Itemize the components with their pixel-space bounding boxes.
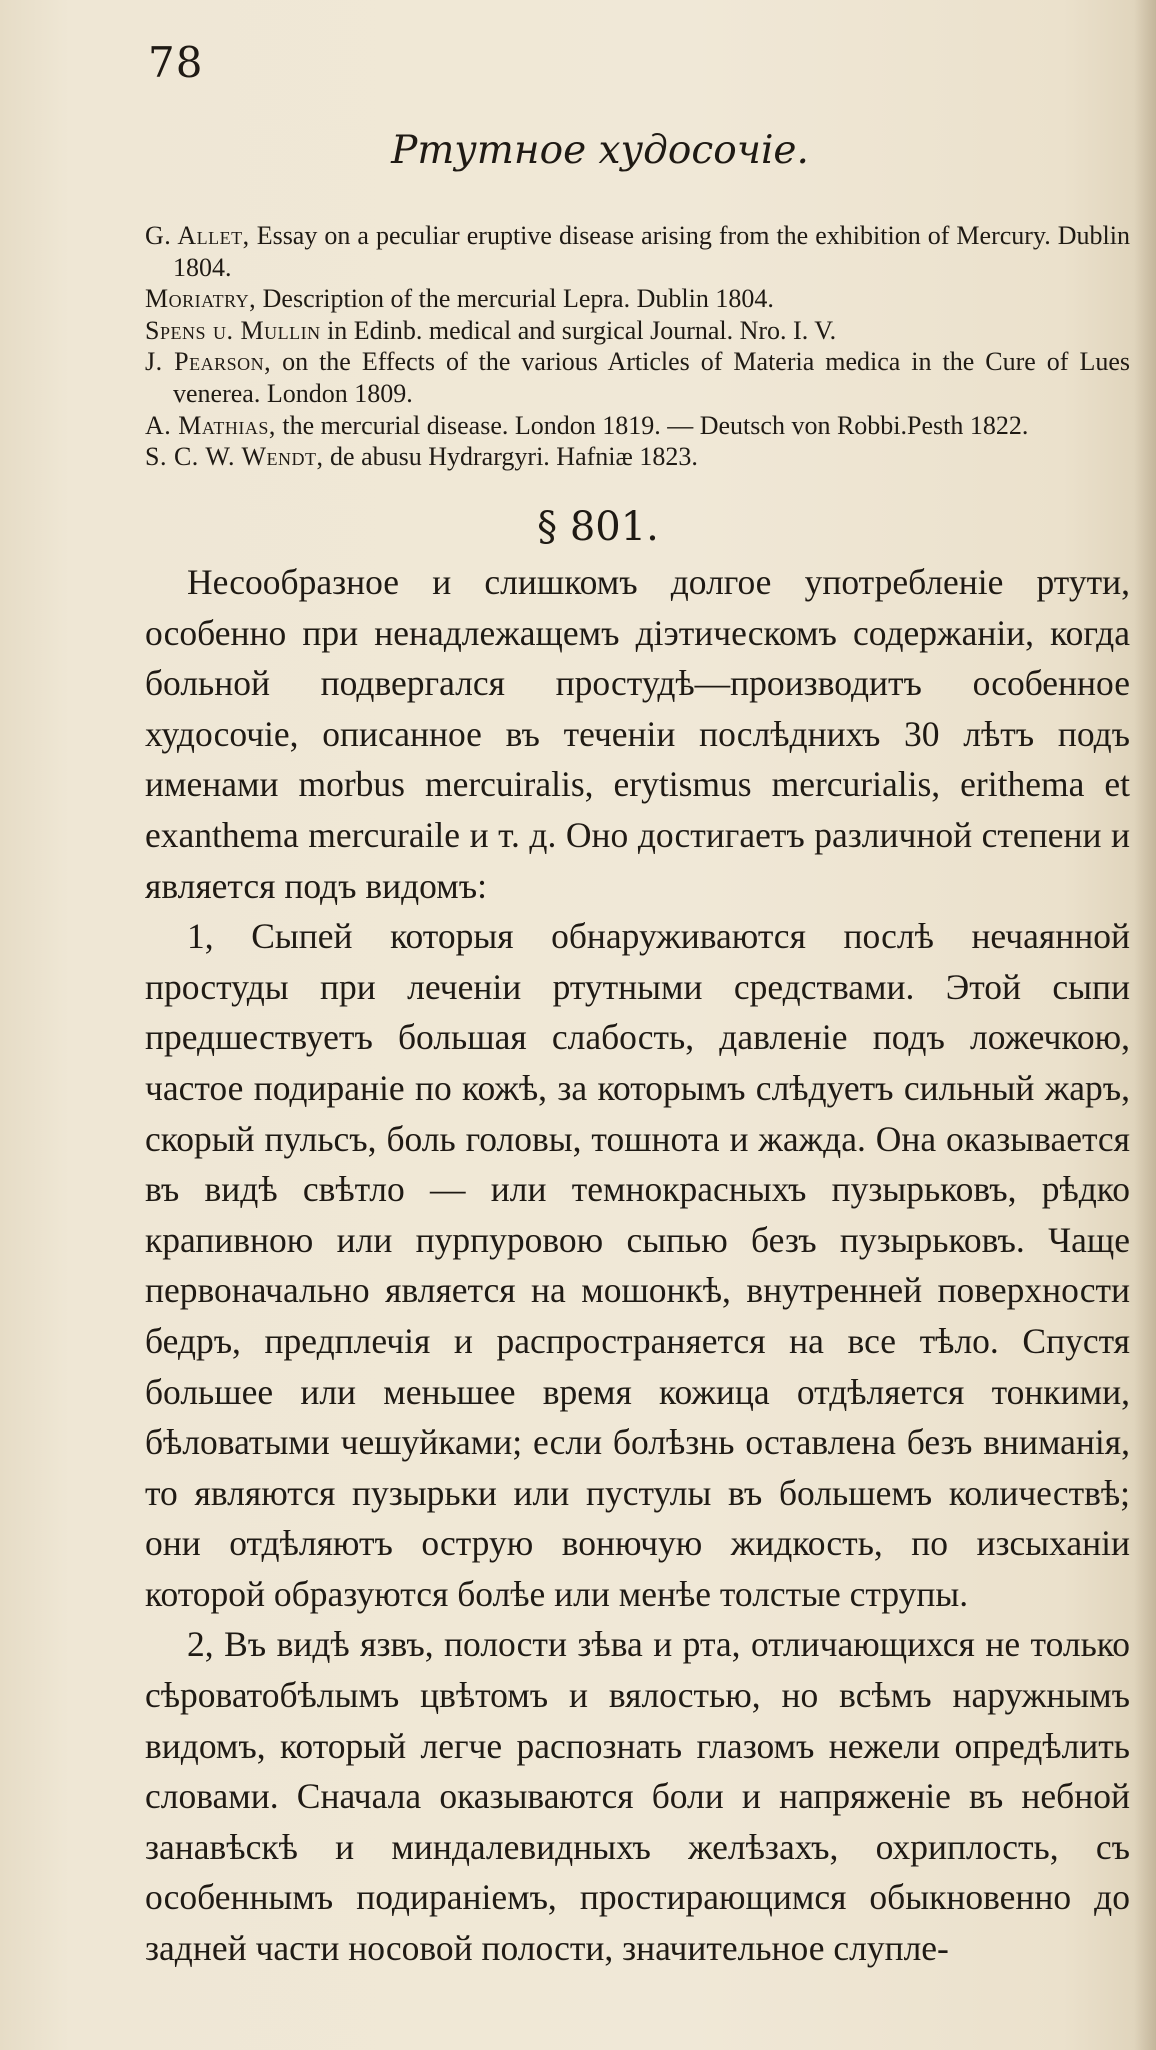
bibliography bbox=[145, 220, 1130, 473]
bibliography-author: Moriatry, bbox=[145, 284, 257, 314]
bibliography-author: Spens u. Mullin bbox=[145, 315, 321, 345]
bibliography-entry bbox=[145, 410, 1130, 442]
bibliography-author: G. Allet, bbox=[145, 221, 250, 250]
bibliography-entry bbox=[145, 220, 1130, 283]
bibliography-author: A. Mathias, bbox=[145, 410, 276, 440]
paragraph-intro: Несообразное и слишкомъ долгое употребленіе ртути, особенно при ненадлежащемъ діэтическомъ содержаніи, когда больной подвергался простудѣ—производитъ особенное худосочіе, описанное въ теченіи послѣднихъ 30 лѣтъ подъ именами morbus mercuiralis, erytismus mercurialis, erithema et exanthema mercuraile и т. д. Оно достигаетъ различной степени и является подъ видомъ: bbox=[145, 562, 1130, 906]
bibliography-entry bbox=[145, 315, 1130, 347]
body-text bbox=[145, 557, 1130, 1974]
bibliography-entry bbox=[145, 441, 1130, 473]
bibliography-author: J. Pearson, bbox=[145, 347, 272, 377]
bibliography-text: the mercurial disease. London 1819. — Deutsch von Robbi.Pesth 1822. bbox=[282, 410, 1029, 440]
page-edge-shadow bbox=[1134, 0, 1156, 2050]
bibliography-entry bbox=[145, 283, 1130, 315]
bibliography-text: on the Effects of the various Articles of Materia medica in the Cure of Lues venerea. London 1809. bbox=[173, 347, 1130, 408]
bibliography-entry bbox=[145, 346, 1130, 409]
section-number: § 801. bbox=[537, 504, 659, 550]
bibliography-text: de abusu Hydrargyri. Hafniæ 1823. bbox=[330, 442, 698, 472]
bibliography-text: Description of the mercurial Lepra. Dublin 1804. bbox=[262, 284, 774, 314]
page-number: 78 bbox=[148, 38, 204, 87]
paragraph-ulcers: 2, Въ видѣ язвъ, полости зѣва и рта, отличающихся не только сѣроватобѣлымъ цвѣтомъ и вялостью, но всѣмъ наружнымъ видомъ, который легче распознать глазомъ нежели опредѣлить словами. Сначала оказываются боли и напряженіе въ небной занавѣскѣ и миндалевидныхъ желѣзахъ, охриплость, съ особеннымъ подираніемъ, простирающимся обыкновенно до задней части носовой полости, значительное слупле- bbox=[145, 1624, 1130, 1969]
running-title: Ртутное худосочіе. bbox=[391, 128, 809, 173]
bibliography-text: in Edinb. medical and surgical Journal. Nro. I. V. bbox=[327, 315, 837, 345]
bibliography-author: S. C. W. Wendt, bbox=[145, 442, 324, 472]
bibliography-text: Essay on a peculiar eruptive disease arising from the exhibition of Mercury. Dublin 1804. bbox=[173, 221, 1131, 282]
paragraph-rashes: 1, Сыпей которыя обнаруживаются послѣ нечаянной простуды при леченіи ртутными средствами. Этой сыпи предшествуетъ большая слабость, давленіе подъ ложечкою, частое подираніе по кожѣ, за которымъ слѣдуетъ сильный жаръ, скорый пульсъ, боль головы, тошнота и жажда. Она оказывается въ видѣ свѣтло — или темнокрасныхъ пузырьковъ, рѣдко крапивною или пурпуровою сыпью безъ пузырьковъ. Чаще первоначально является на мошонкѣ, внутренней поверхности бедръ, предплечія и распространяется на все тѣло. Спустя большее или меньшее время кожица отдѣляется тонкими, бѣловатыми чешуйками; если болѣзнь оставлена безъ вниманія, то являются пузырьки или пустулы въ большемъ количествѣ; они отдѣляютъ острую вонючую жидкость, по изсыханіи которой образуются болѣе или менѣе толстые струпы. bbox=[145, 916, 1130, 1614]
